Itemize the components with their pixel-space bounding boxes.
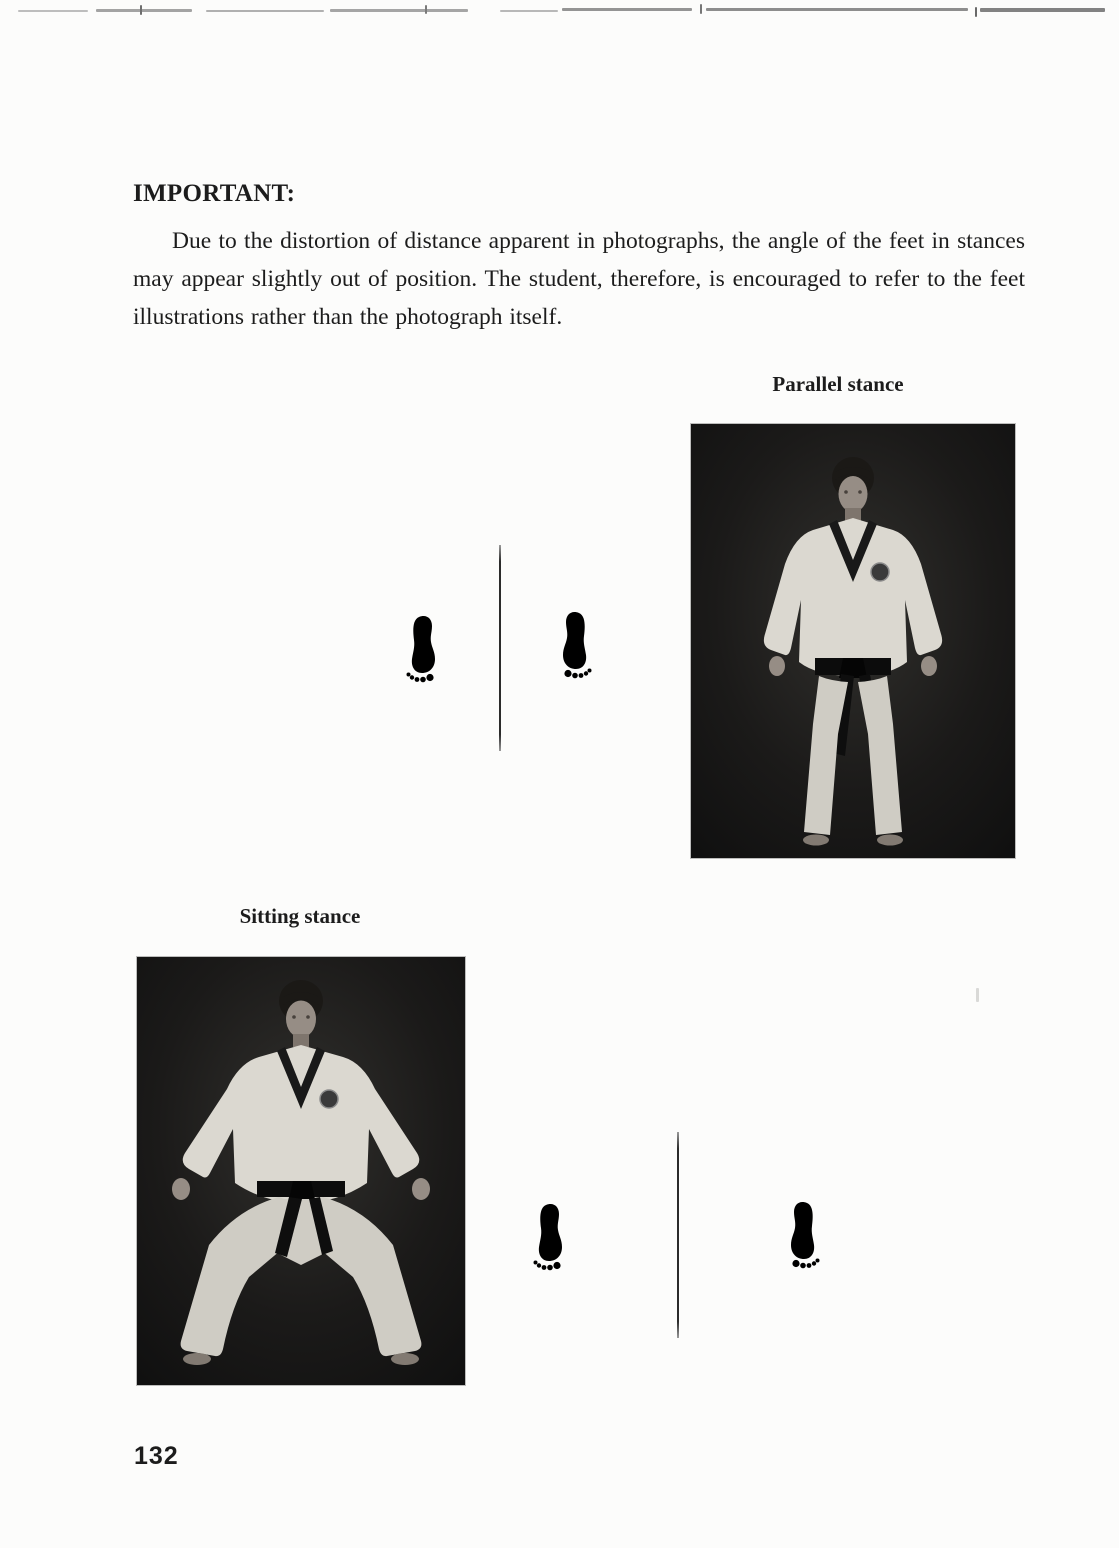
scan-mark	[140, 5, 142, 15]
center-line	[677, 1132, 679, 1338]
body-paragraph: Due to the distortion of distance apparent in photographs, the angle of the feet in stances may appear slightly out of position. The student, therefore, is encouraged to refer to the feet illustrations rather than the photograph itself.	[133, 228, 1025, 330]
left-footprint-icon	[533, 1202, 567, 1274]
right-footprint-icon	[558, 610, 592, 682]
photo-sitting-stance	[137, 957, 465, 1385]
scan-mark	[18, 10, 88, 12]
scan-mark	[980, 8, 1105, 12]
scan-mark	[500, 10, 558, 12]
page-number: 132	[134, 1442, 179, 1470]
photo-parallel-stance	[691, 424, 1015, 858]
scan-mark	[425, 5, 427, 14]
scan-mark	[96, 9, 192, 12]
section-heading: IMPORTANT:	[133, 180, 296, 207]
sitting-stance-photo-figure	[137, 957, 465, 1385]
right-footprint-icon	[786, 1200, 820, 1272]
figure-label-parallel-stance: Parallel stance	[772, 372, 904, 396]
scan-mark	[706, 8, 968, 11]
scan-mark	[206, 10, 324, 12]
left-footprint-icon	[406, 614, 440, 686]
scan-mark	[700, 4, 702, 14]
figure-label-sitting-stance: Sitting stance	[239, 904, 361, 928]
center-line	[499, 545, 501, 751]
scan-mark	[330, 9, 468, 12]
scan-mark	[976, 988, 979, 1002]
scan-mark	[975, 7, 977, 17]
scan-mark	[562, 8, 692, 11]
parallel-stance-photo-figure	[691, 424, 1015, 858]
